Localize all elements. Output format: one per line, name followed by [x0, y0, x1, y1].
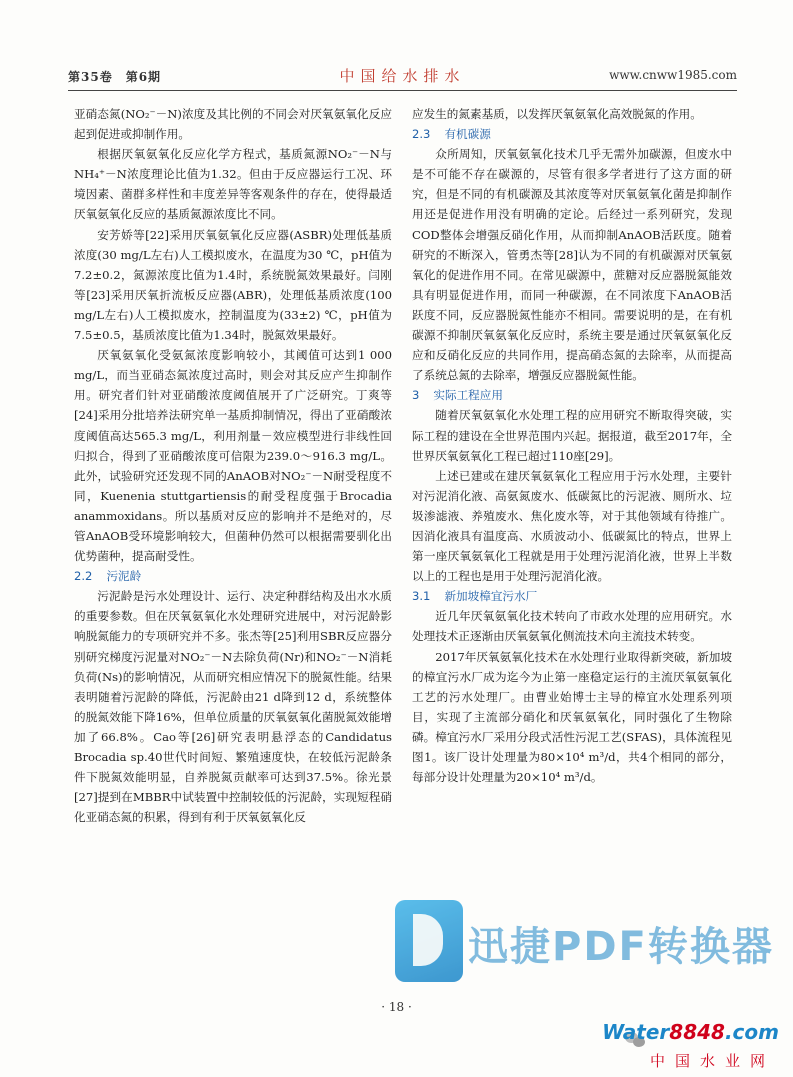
journal-name: 中国给水排水 [339, 67, 466, 85]
paragraph: 众所周知，厌氧氨氧化技术几乎无需外加碳源，但废水中是不可能不存在碳源的，尽管有很多学者进行了这方面的研究，但是不同的有机碳源及其浓度等对厌氧氨氧化菌是抑制作用还是促进作用没有明确的定论。后经过一系列研究，发现COD整体会增强反硝化作用，从而抑制AnAOB活跃度。随着研究的不断深入，管勇杰等[28]认为不同的有机碳源对厌氧氨氧化的促进作用不同。在常见碳源中，蔗糖对反应器脱氮能效具有明显促进作用，而同一种碳源，在不同浓度下AnAOB活跃度不同，反应器脱氮性能亦不相同。需要说明的是，在有机碳源不抑制厌氧氨氧化反应时，系统主要是通过厌氧氨氧化反应和反硝化反应的共同作用，提高硝态氮的去除率，从而提高了系统总氮的去除率，增强反应器脱氮性能。 [412, 147, 732, 383]
section-title: 污泥龄 [106, 569, 142, 584]
paragraph: 亚硝态氮(NO₂⁻－N)浓度及其比例的不同会对厌氧氨氧化反应起到促进或抑制作用。 [74, 107, 392, 142]
page-number: · 18 · [381, 1000, 412, 1014]
paragraph: 根据厌氧氨氧化反应化学方程式，基质氮源NO₂⁻－N与NH₄⁺－N浓度理论比值为1.32。但由于反应器运行工况、环境因素、菌群多样性和丰度差异等客观条件的存在，使得最适厌氧氨氧化反应的基质氮源浓度比不同。 [74, 147, 392, 222]
paragraph: 安芳娇等[22]采用厌氧氨氧化反应器(ASBR)处理低基质浓度(30 mg/L左右)人工模拟废水，在温度为30 ℃，pH值为7.2±0.2，氮源浓度比值为1.4时，系统脱氮效果最好。闫刚等[23]采用厌氧折流板反应器(ABR)，处理低基质浓度(100 mg/L左右)人工模拟废水，控制温度为(33±2) ℃，pH值为7.5±0.5，基质浓度比值为1.34时，脱氮效果最好。 [74, 227, 392, 343]
watermark-text: 迅捷PDF转换器 [468, 924, 774, 970]
paragraph: 2017年厌氧氨氧化技术在水处理行业取得新突破，新加坡的樟宜污水厂成为迄今为止第一座稳定运行的主流厌氧氨氧化工艺的污水处理厂。由曹业始博士主导的樟宜水处理系列项目，实现了主流部分硝化和厌氧氨氧化，同时强化了生物除磷。樟宜污水厂采用分段式活性污泥工艺(SFAS)，具体流程见图1。该厂设计处理量为80×10⁴ m³/d，共4个相同的部分，每部分设计处理量为20×10⁴ m³/d。 [412, 649, 732, 785]
header-rule [68, 90, 737, 91]
section-heading-3-1 [412, 586, 732, 606]
section-heading-3 [412, 385, 732, 405]
section-title: 实际工程应用 [433, 388, 503, 403]
paragraph: 近几年厌氧氨氧化技术转向了市政水处理的应用研究。水处理技术正逐渐由厌氧氨氧化侧流技术向主流技术转变。 [412, 609, 732, 644]
page-header [68, 60, 737, 100]
section-heading-2-2 [74, 566, 392, 586]
section-number: 3 [412, 388, 420, 403]
left-column [74, 104, 392, 827]
paragraph: 污泥龄是污水处理设计、运行、决定种群结构及出水水质的重要参数。但在厌氧氨氧化水处理研究进展中，对污泥龄影响脱氮能力的专项研究并不多。张杰等[25]利用SBR反应器分别研究梯度污泥量对NO₂⁻－N去除负荷(Nr)和NO₂⁻－N消耗负荷(Ns)的影响情况，从而研究相应情况下的脱氮性能。结果表明随着污泥龄的降低，污泥龄由21 d降到12 d，系统整体的脱氮效能下降16%，但单位质量的厌氧氨氧化菌脱氮效能增加了66.8%。Cao等[26]研究表明悬浮态的Candidatus Brocadia sp.40世代时间短、繁殖速度快，在较低污泥龄条件下脱氮效能明显，自养脱氮贡献率可达到37.5%。徐光景[27]提到在MBBR中试装置中控制较低的污泥龄，实现短程硝化亚硝态氮的积累，得到有利于厌氧氨氧化反 [74, 589, 392, 825]
paragraph: 上述已建或在建厌氧氨氧化工程应用于污水处理，主要针对污泥消化液、高氨氮废水、低碳氮比的污泥液、厕所水、垃圾渗滤液、养殖废水、焦化废水等，对于其他领域有待推广。因消化液具有温度高、水质波动小、低碳氮比的特点，世界上第一座厌氧氨氧化工程就是用于处理污泥消化液，世界上半数以上的工程也是用于处理污泥消化液。 [412, 468, 732, 584]
right-column [412, 104, 732, 787]
section-number: 2.2 [74, 569, 93, 584]
section-title: 有机碳源 [444, 127, 491, 142]
section-title: 新加坡樟宜污水厂 [444, 589, 538, 604]
section-number: 3.1 [412, 589, 431, 604]
section-heading-2-3 [412, 124, 732, 144]
paragraph: 随着厌氧氨氧化水处理工程的应用研究不断取得突破，实际工程的建设在全世界范围内兴起。据报道，截至2017年，全世界厌氧氨氧化工程已超过110座[29]。 [412, 408, 732, 463]
logo-chinese-name: 中国水业网 [649, 1052, 775, 1070]
journal-url[interactable]: www.cnww1985.com [609, 68, 737, 82]
paragraph: 厌氧氨氧化受氨氮浓度影响较小，其阈值可达到1 000 mg/L，而当亚硝态氮浓度过高时，则会对其反应产生抑制作用。研究者们针对亚硝酸浓度阈值展开了广泛研究。丁爽等[24]采用分批培养法研究单一基质抑制情况，得出了亚硝酸浓度阈值高达565.3 mg/L，利用剂量－效应模型进行非线性回归拟合，得到了亚硝酸浓度可信限为239.0～916.3 mg/L。此外，试验研究还发现不同的AnAOB对NO₂⁻－N耐受程度不同，Kuenenia stuttgartiensis的耐受程度强于Brocadia anammoxidans。所以基质对反应的影响并不是绝对的，尽管AnAOB受环境影响较大，但菌种仍然可以根据需要驯化出优势菌种，提高耐受性。 [74, 348, 392, 564]
site-logo[interactable] [602, 1020, 779, 1072]
journal-volume: 第35卷 第6期 [68, 70, 162, 84]
logo-wordmark: Water8848.com [602, 1020, 779, 1044]
section-number: 2.3 [412, 127, 431, 142]
paragraph: 应发生的氮素基质，以发挥厌氧氨氧化高效脱氮的作用。 [412, 107, 702, 121]
watermark-logo-icon [395, 900, 463, 982]
